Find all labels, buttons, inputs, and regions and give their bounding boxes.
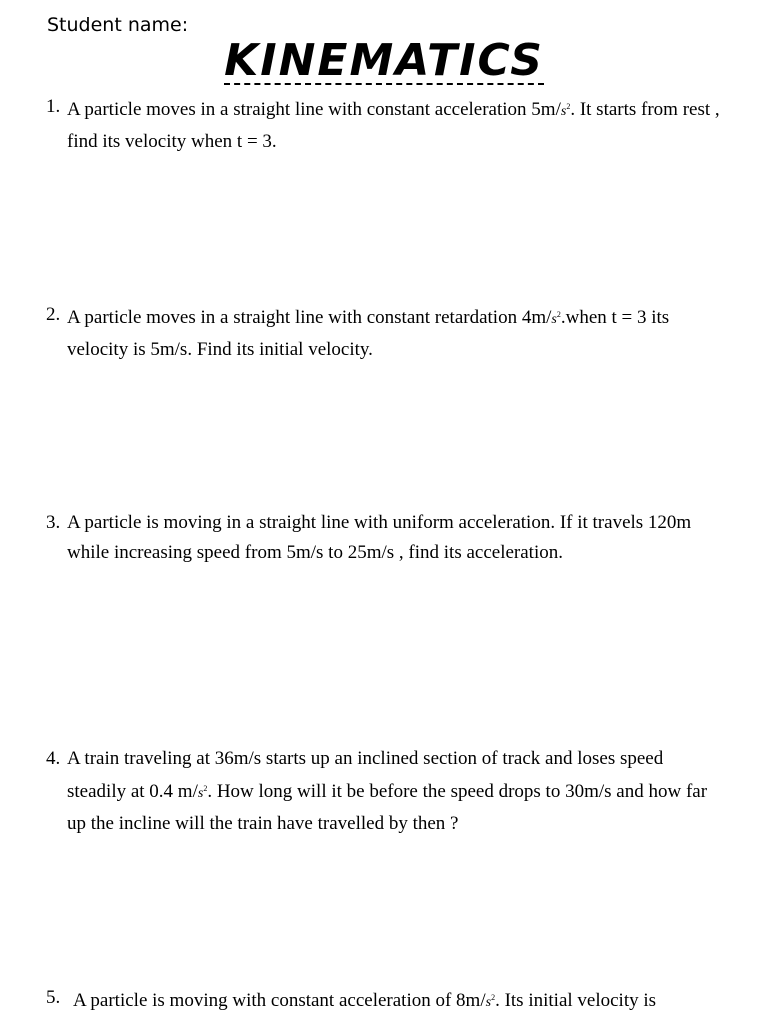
question-5 bbox=[46, 983, 726, 1018]
question-4 bbox=[46, 744, 726, 839]
page-title-text: KINEMATICS bbox=[224, 35, 544, 86]
student-name-label: Student name: bbox=[47, 14, 189, 36]
question-number: 5. bbox=[46, 987, 61, 1008]
unit-s-squared: $s^2$ bbox=[485, 993, 496, 1010]
question-1 bbox=[46, 92, 726, 157]
page-title bbox=[0, 36, 768, 86]
question-text: A particle is moving with constant acceleration of $8m/s^2$. Its initial velocity is bbox=[73, 990, 657, 1011]
unit-s-squared: $s^2$ bbox=[551, 310, 561, 327]
question-number: 2. bbox=[46, 304, 61, 325]
unit-s-squared: $s^2$ bbox=[197, 784, 208, 801]
question-text: A particle is moving in a straight line with uniform acceleration. If it travels 120m while increasing speed from 5m/s to 25m/s , find its acceleration. bbox=[67, 512, 692, 563]
question-text: A train traveling at 36m/s starts up an inclined section of track and loses speed steadily at 0.4 $m/s^2$. How long will it be before the speed drops to 30m/s and how far up the incline will the train have travelled by then ? bbox=[67, 748, 708, 834]
question-2 bbox=[46, 300, 726, 365]
question-text: A particle moves in a straight line with constant acceleration $5m/s^2$. It starts from rest , find its velocity when t = 3. bbox=[67, 99, 720, 152]
unit-s-squared: $s^2$ bbox=[560, 102, 571, 119]
question-3 bbox=[46, 508, 726, 568]
question-text: A particle moves in a straight line with constant retardation $4m/s^2.when$ t = 3 its velocity is 5m/s. Find its initial velocity. bbox=[67, 307, 670, 360]
question-number: 1. bbox=[46, 96, 61, 117]
question-number: 4. bbox=[46, 748, 61, 769]
question-number: 3. bbox=[46, 512, 61, 533]
